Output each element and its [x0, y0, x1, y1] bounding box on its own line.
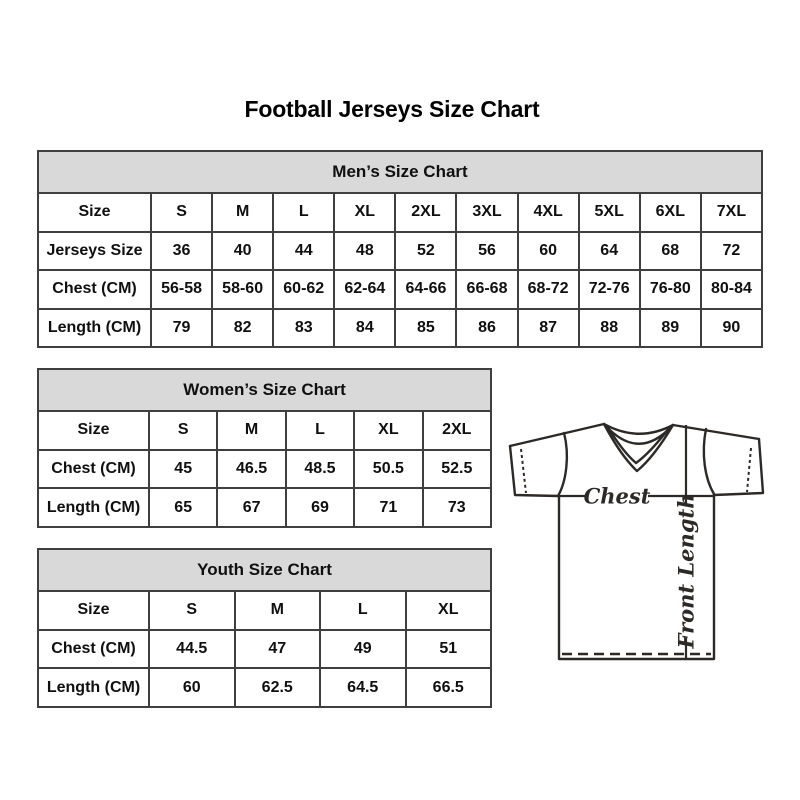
table-cell: 60	[518, 232, 579, 271]
front-length-label: Front Length	[673, 493, 699, 649]
table-cell: 56-58	[151, 270, 212, 309]
table-cell: 60	[149, 668, 235, 707]
table-cell: 56	[456, 232, 517, 271]
table-cell: 49	[320, 630, 406, 669]
womens-size-table	[37, 368, 492, 528]
table-cell: 68	[640, 232, 701, 271]
table-row	[38, 488, 491, 527]
table-row	[38, 411, 491, 450]
table-cell: S	[149, 591, 235, 630]
table-cell: 5XL	[579, 193, 640, 232]
table-header-row	[38, 549, 491, 591]
table-cell: 44	[273, 232, 334, 271]
table-cell: 52.5	[423, 450, 491, 489]
table-row	[38, 591, 491, 630]
row-label: Size	[38, 591, 149, 630]
table-cell: 44.5	[149, 630, 235, 669]
table-cell: 40	[212, 232, 273, 271]
table-cell: 84	[334, 309, 395, 348]
row-label: Chest (CM)	[38, 450, 149, 489]
table-cell: 46.5	[217, 450, 285, 489]
table-title: Women’s Size Chart	[38, 369, 491, 411]
table-cell: 87	[518, 309, 579, 348]
table-row	[38, 232, 762, 271]
table-cell: 68-72	[518, 270, 579, 309]
right-cuff-stitch	[747, 448, 751, 492]
chest-label: Chest	[583, 483, 651, 509]
row-label: Length (CM)	[38, 488, 149, 527]
table-cell: L	[273, 193, 334, 232]
table-cell: 83	[273, 309, 334, 348]
table-cell: 82	[212, 309, 273, 348]
jersey-diagram	[496, 396, 776, 668]
table-cell: 6XL	[640, 193, 701, 232]
table-row	[38, 668, 491, 707]
table-cell: 85	[395, 309, 456, 348]
table-cell: 88	[579, 309, 640, 348]
table-cell: 2XL	[423, 411, 491, 450]
table-cell: 67	[217, 488, 285, 527]
table-header-row	[38, 151, 762, 193]
table-cell: 89	[640, 309, 701, 348]
table-cell: 50.5	[354, 450, 422, 489]
table-cell: S	[149, 411, 217, 450]
table-cell: 62.5	[235, 668, 321, 707]
table-cell: 79	[151, 309, 212, 348]
row-label: Chest (CM)	[38, 270, 151, 309]
table-cell: 66.5	[406, 668, 492, 707]
table-cell: 52	[395, 232, 456, 271]
table-row	[38, 309, 762, 348]
table-cell: XL	[334, 193, 395, 232]
table-cell: S	[151, 193, 212, 232]
table-cell: 72-76	[579, 270, 640, 309]
left-cuff-stitch	[521, 449, 526, 493]
table-cell: 86	[456, 309, 517, 348]
row-label: Jerseys Size	[38, 232, 151, 271]
table-cell: 45	[149, 450, 217, 489]
row-label: Size	[38, 193, 151, 232]
table-cell: XL	[406, 591, 492, 630]
table-cell: 47	[235, 630, 321, 669]
table-title: Men’s Size Chart	[38, 151, 762, 193]
table-cell: 48	[334, 232, 395, 271]
table-cell: 65	[149, 488, 217, 527]
row-label: Length (CM)	[38, 668, 149, 707]
table-cell: L	[286, 411, 354, 450]
table-cell: 60-62	[273, 270, 334, 309]
mens-size-table	[37, 150, 763, 348]
table-cell: L	[320, 591, 406, 630]
table-cell: 72	[701, 232, 762, 271]
table-cell: 62-64	[334, 270, 395, 309]
row-label: Chest (CM)	[38, 630, 149, 669]
table-cell: 76-80	[640, 270, 701, 309]
table-cell: M	[217, 411, 285, 450]
table-cell: 51	[406, 630, 492, 669]
table-cell: 48.5	[286, 450, 354, 489]
table-cell: M	[212, 193, 273, 232]
table-cell: 58-60	[212, 270, 273, 309]
page-title: Football Jerseys Size Chart	[244, 96, 540, 122]
table-row	[38, 193, 762, 232]
table-header-row	[38, 369, 491, 411]
table-cell: 7XL	[701, 193, 762, 232]
jersey-outline	[510, 424, 763, 659]
row-label: Length (CM)	[38, 309, 151, 348]
table-cell: 64-66	[395, 270, 456, 309]
table-cell: M	[235, 591, 321, 630]
table-row	[38, 630, 491, 669]
table-cell: 80-84	[701, 270, 762, 309]
table-cell: XL	[354, 411, 422, 450]
table-cell: 2XL	[395, 193, 456, 232]
table-cell: 66-68	[456, 270, 517, 309]
table-cell: 36	[151, 232, 212, 271]
table-row	[38, 270, 762, 309]
table-cell: 71	[354, 488, 422, 527]
table-cell: 4XL	[518, 193, 579, 232]
table-cell: 90	[701, 309, 762, 348]
table-cell: 64	[579, 232, 640, 271]
youth-size-table	[37, 548, 492, 708]
table-cell: 3XL	[456, 193, 517, 232]
row-label: Size	[38, 411, 149, 450]
table-cell: 64.5	[320, 668, 406, 707]
table-title: Youth Size Chart	[38, 549, 491, 591]
table-cell: 69	[286, 488, 354, 527]
table-row	[38, 450, 491, 489]
table-cell: 73	[423, 488, 491, 527]
